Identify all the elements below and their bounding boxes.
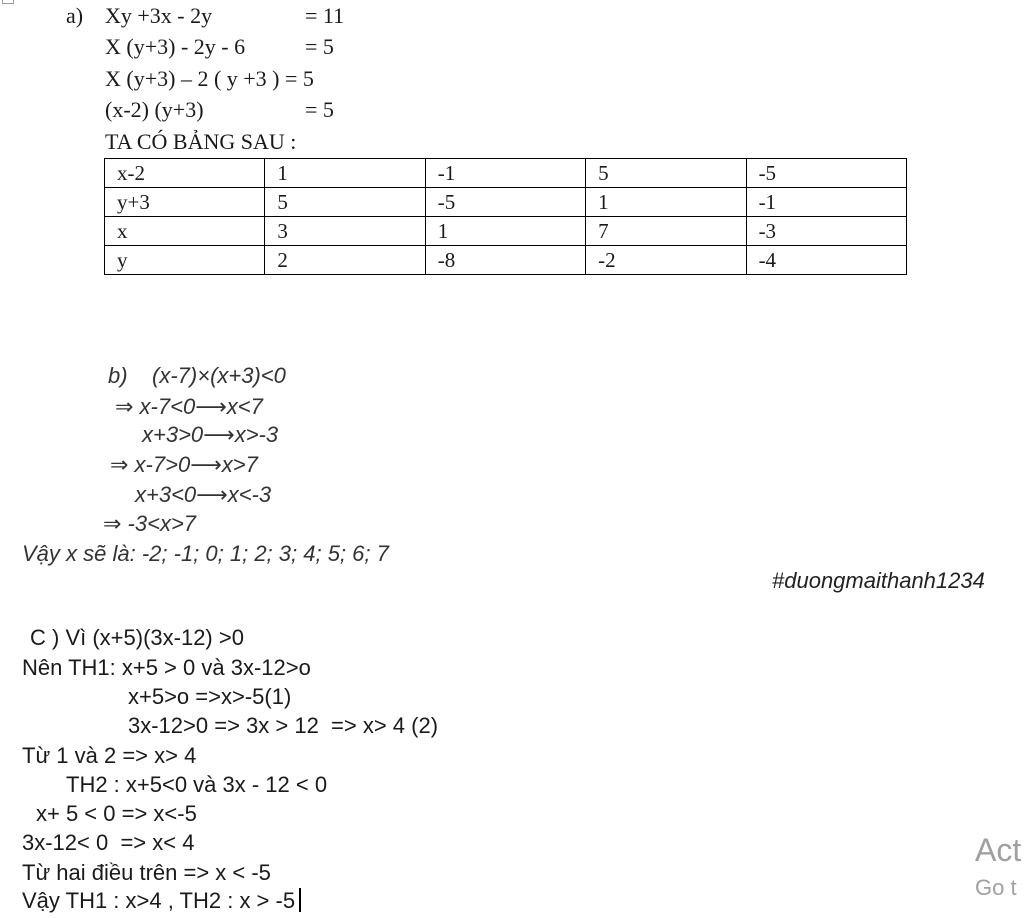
part-c-line-7: x+ 5 < 0 => x<-5 <box>36 801 197 826</box>
table-cell: 5 <box>586 159 746 188</box>
table-caption: TA CÓ BẢNG SAU : <box>105 129 297 154</box>
activation-watermark-subtitle: Go t <box>975 875 1017 900</box>
part-c-line-5: Từ 1 và 2 => x> 4 <box>22 743 197 768</box>
table-row <box>105 246 907 275</box>
table-cell: 7 <box>586 217 746 246</box>
part-c-line-4: 3x-12>0 => 3x > 12 => x> 4 (2) <box>128 713 439 738</box>
value-table <box>104 158 907 275</box>
table-cell: -2 <box>586 246 746 275</box>
table-cell: -4 <box>746 246 906 275</box>
table-cell: -1 <box>425 159 585 188</box>
part-b-line-6: ⇒ -3<x>7 <box>103 511 197 536</box>
part-b-line-1: b) (x-7)×(x+3)<0 <box>108 363 286 388</box>
table-cell: y <box>105 246 265 275</box>
part-c-line-9: Từ hai điều trên => x < -5 <box>22 860 271 885</box>
table-cell: -1 <box>746 188 906 217</box>
equation-line-2-left: X (y+3) - 2y - 6 <box>105 34 246 59</box>
part-c-line-6: TH2 : x+5<0 và 3x - 12 < 0 <box>66 772 328 797</box>
table-cell: 1 <box>586 188 746 217</box>
part-b-line-3: x+3>0⟶x>-3 <box>142 422 279 447</box>
table-cell: 1 <box>265 159 425 188</box>
equation-line-3-left: X (y+3) – 2 ( y +3 ) = 5 <box>105 66 314 91</box>
table-cell: x-2 <box>105 159 265 188</box>
table-cell: y+3 <box>105 188 265 217</box>
text-cursor <box>299 888 301 912</box>
table-cell: 2 <box>265 246 425 275</box>
part-b-conclusion: Vậy x sẽ là: -2; -1; 0; 1; 2; 3; 4; 5; 6; 7 <box>22 541 389 566</box>
table-row <box>105 159 907 188</box>
table-cell: 1 <box>425 217 585 246</box>
author-hashtag: #duongmaithanh1234 <box>772 568 985 593</box>
equation-line-1-left: Xy +3x - 2y <box>105 3 213 28</box>
table-row <box>105 217 907 246</box>
part-c-line-2: Nên TH1: x+5 > 0 và 3x-12>o <box>22 655 311 680</box>
part-c-line-1: C ) Vì (x+5)(3x-12) >0 <box>30 625 244 650</box>
table-cell: 3 <box>265 217 425 246</box>
part-c-line-10-text: Vậy TH1 : x>4 , TH2 : x > -5 <box>22 888 296 913</box>
equation-line-4-right: = 5 <box>305 97 334 122</box>
corner-mark <box>2 0 14 4</box>
part-b-line-2: ⇒ x-7<0⟶x<7 <box>115 394 263 419</box>
part-c-line-3: x+5>o =>x>-5(1) <box>128 684 292 709</box>
table-cell: -8 <box>425 246 585 275</box>
equation-line-2-right: = 5 <box>305 34 334 59</box>
part-c-line-8: 3x-12< 0 => x< 4 <box>22 830 195 855</box>
table-cell: 5 <box>265 188 425 217</box>
equation-line-1-right: = 11 <box>305 3 345 28</box>
part-c-line-10[interactable] <box>22 888 301 914</box>
table-row <box>105 188 907 217</box>
table-cell: -3 <box>746 217 906 246</box>
table-cell: x <box>105 217 265 246</box>
activation-watermark-title: Act <box>975 832 1022 868</box>
equation-line-4-left: (x-2) (y+3) <box>105 97 204 122</box>
part-b-line-4: ⇒ x-7>0⟶x>7 <box>110 452 258 477</box>
table-cell: -5 <box>425 188 585 217</box>
part-a-label: a) <box>66 3 84 28</box>
table-cell: -5 <box>746 159 906 188</box>
part-b-line-5: x+3<0⟶x<-3 <box>135 482 272 507</box>
